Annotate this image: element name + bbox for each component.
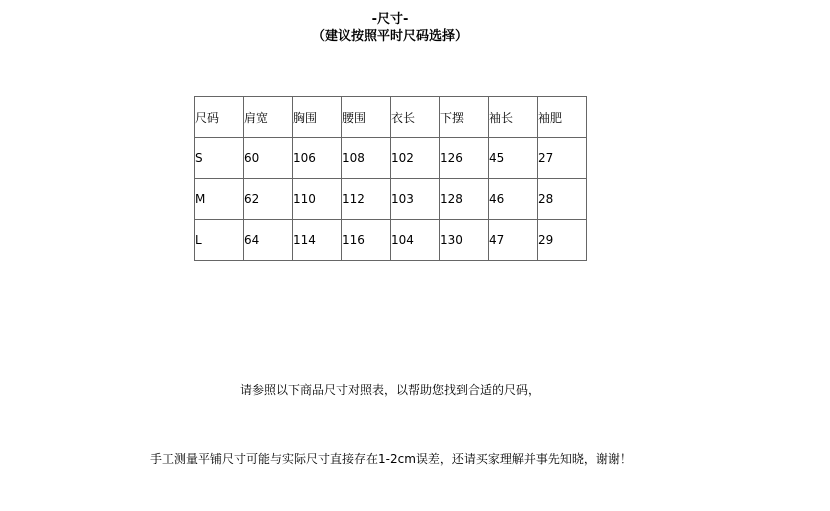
table-cell: 130 <box>440 220 489 261</box>
table-cell: 28 <box>538 179 587 220</box>
size-subtitle: （建议按照平时尺码选择） <box>311 29 468 44</box>
table-cell: 106 <box>293 138 342 179</box>
table-row <box>195 179 587 220</box>
table-cell: 108 <box>342 138 391 179</box>
table-cell: 116 <box>342 220 391 261</box>
table-cell: L <box>195 220 244 261</box>
table-cell: 102 <box>391 138 440 179</box>
table-cell: M <box>195 179 244 220</box>
table-header-row <box>195 97 587 138</box>
size-title: -尺寸- <box>371 12 409 27</box>
table-cell: 126 <box>440 138 489 179</box>
table-cell: S <box>195 138 244 179</box>
table-cell: 114 <box>293 220 342 261</box>
table-cell: 104 <box>391 220 440 261</box>
table-cell: 128 <box>440 179 489 220</box>
header-cell-waist: 腰围 <box>342 97 391 138</box>
header-cell-sleeve-width: 袖肥 <box>538 97 587 138</box>
size-chart-table <box>194 96 587 261</box>
reference-note: 请参照以下商品尺寸对照表，以帮助您找到合适的尺码， <box>239 383 540 397</box>
header-cell-sleeve-length: 袖长 <box>489 97 538 138</box>
header-cell-hem: 下摆 <box>440 97 489 138</box>
table-cell: 29 <box>538 220 587 261</box>
table-cell: 110 <box>293 179 342 220</box>
table-row <box>195 138 587 179</box>
measurement-disclaimer: 手工测量平铺尺寸可能与实际尺寸直接存在1-2cm误差，还请买家理解并事先知晓，谢谢！ <box>150 452 632 466</box>
table-cell: 45 <box>489 138 538 179</box>
table-cell: 62 <box>244 179 293 220</box>
header-cell-length: 衣长 <box>391 97 440 138</box>
table-row <box>195 220 587 261</box>
table-cell: 27 <box>538 138 587 179</box>
table-cell: 60 <box>244 138 293 179</box>
table-cell: 46 <box>489 179 538 220</box>
header-cell-chest: 胸围 <box>293 97 342 138</box>
table-cell: 64 <box>244 220 293 261</box>
table-cell: 103 <box>391 179 440 220</box>
header-cell-shoulder: 肩宽 <box>244 97 293 138</box>
table-cell: 47 <box>489 220 538 261</box>
table-cell: 112 <box>342 179 391 220</box>
header-cell-size: 尺码 <box>195 97 244 138</box>
